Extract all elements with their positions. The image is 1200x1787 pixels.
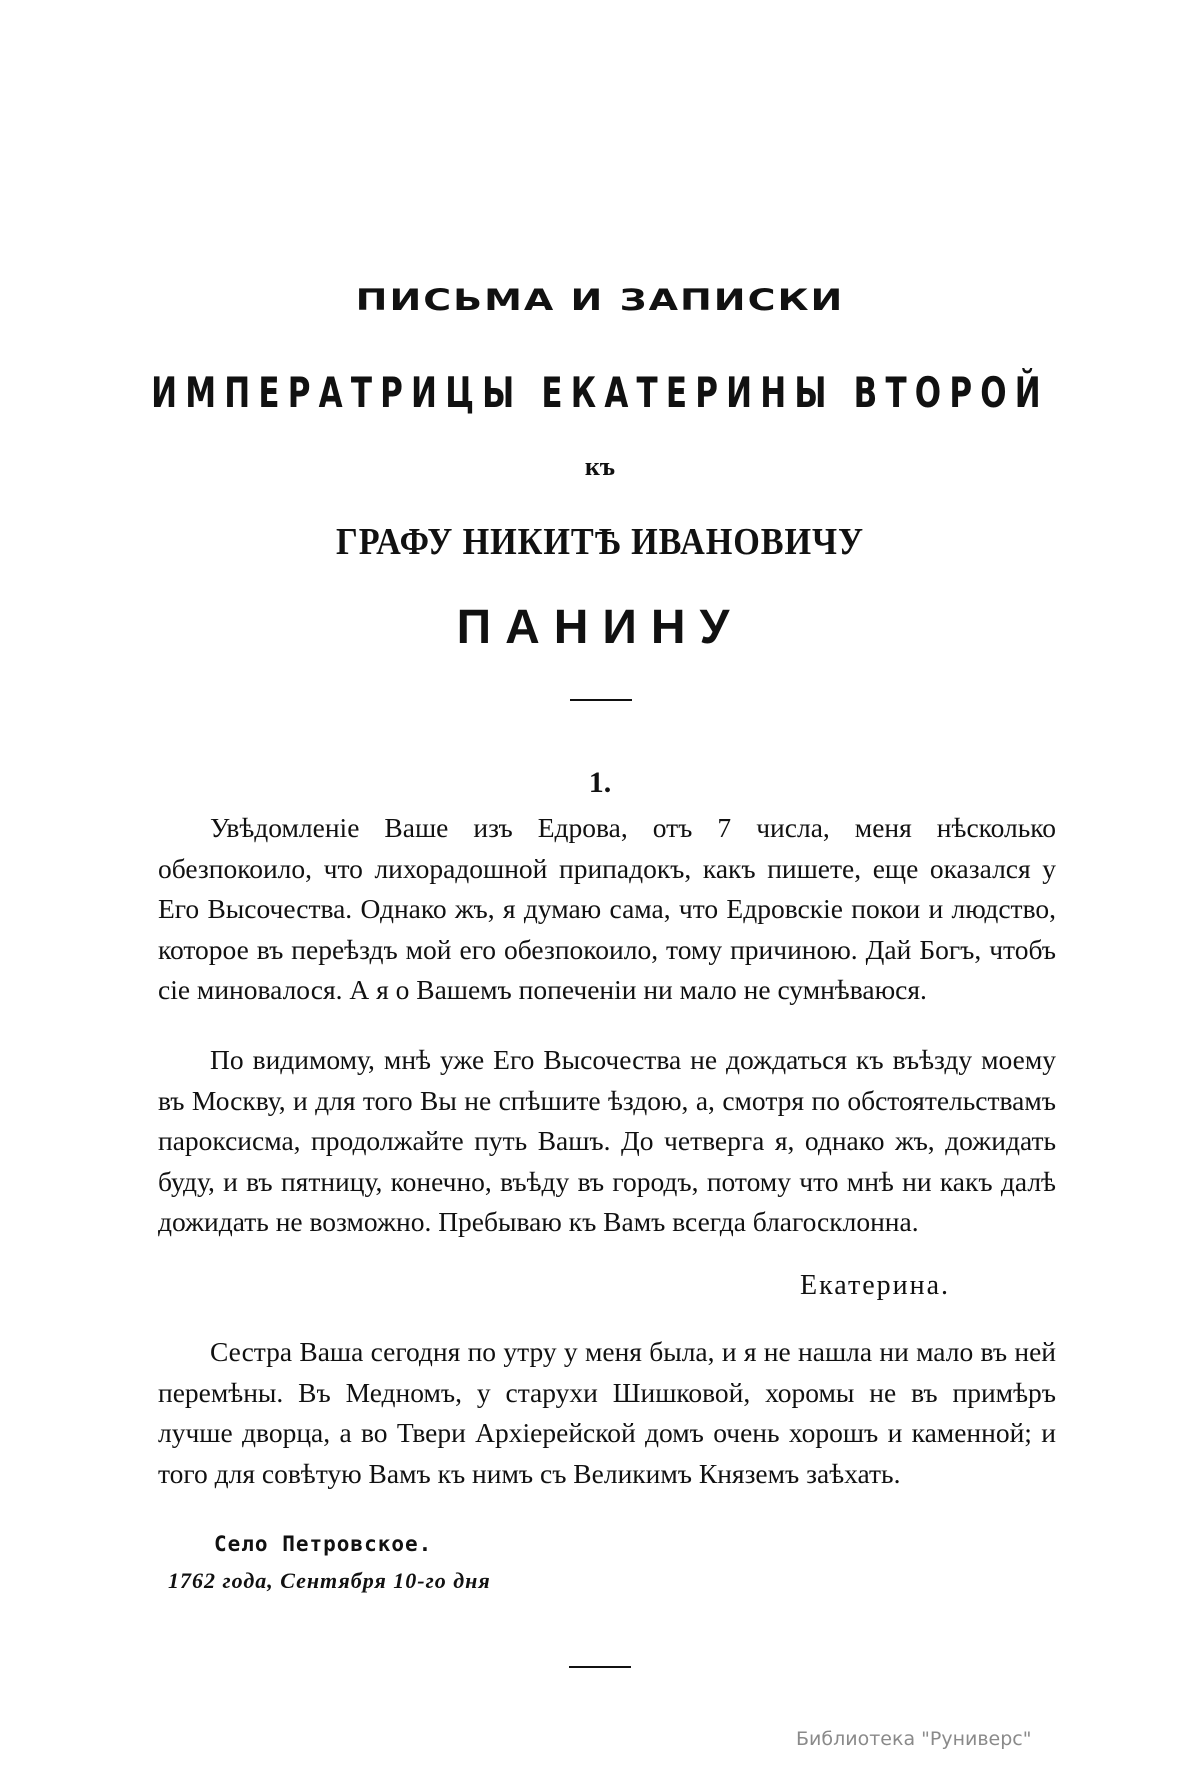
letter-postscript: Сестра Ваша сегодня по утру у меня была, и я не нашла ни мало въ ней перемѣны. Въ Медномъ, у старухи Шишковой, хоромы не въ примѣръ лучше дворца, а во Твери Архіерейской домъ очень хорошъ и каменной; и того для совѣтую Вамъ къ нимъ съ Великимъ Княземъ заѣхать.	[158, 1336, 1056, 1489]
letter-date: 1762 года, Сентября 10-го дня	[168, 1568, 491, 1593]
letter-signature: Екатерина.	[800, 1270, 951, 1301]
letter-place: Село Петровское.	[214, 1532, 433, 1556]
title-panin: ПАНИНУ	[456, 601, 744, 654]
letter-number: 1.	[588, 766, 612, 799]
title-empress-catherine: ИМПЕРАТРИЦЫ ЕКАТЕРИНЫ ВТОРОЙ	[151, 368, 1049, 417]
letter-paragraph-1: Увѣдомленіе Ваше изъ Едрова, отъ 7 числа, меня нѣсколько обезпокоило, что лихорадошной припадокъ, какъ пишете, еще оказался у Его Высочества. Однако жъ, я думаю сама, что Едровскіе покои и людство, которое въ переѣздъ мой его обезпокоило, тому причиною. Дай Богъ, чтобъ сіе миновалося. А я о Вашемъ попеченіи ни мало не сумнѣваюся.	[158, 812, 1056, 1005]
divider-rule-top	[570, 699, 632, 701]
title-preposition: къ	[584, 452, 616, 481]
title-letters-and-notes: ПИСЬМА И ЗАПИСКИ	[355, 282, 845, 318]
letter-paragraph-2: По видимому, мнѣ уже Его Высочества не дождаться къ въѣзду моему въ Москву, и для того Вы не спѣшите ѣздою, а, смотря по обстоятельствамъ пароксисма, продолжайте путь Вашъ. До четверга я, однако жъ, дожидать буду, и въ пятницу, конечно, въѣду въ городъ, потому что мнѣ ни какъ далѣ дожидать не возможно. Пребываю къ Вамъ всегда благосклонна.	[158, 1044, 1056, 1237]
library-watermark: Библиотека "Руниверс"	[796, 1728, 1032, 1750]
divider-rule-bottom	[569, 1666, 631, 1668]
title-count-nikita: ГРАФУ НИКИТѢ ИВАНОВИЧУ	[336, 521, 864, 563]
